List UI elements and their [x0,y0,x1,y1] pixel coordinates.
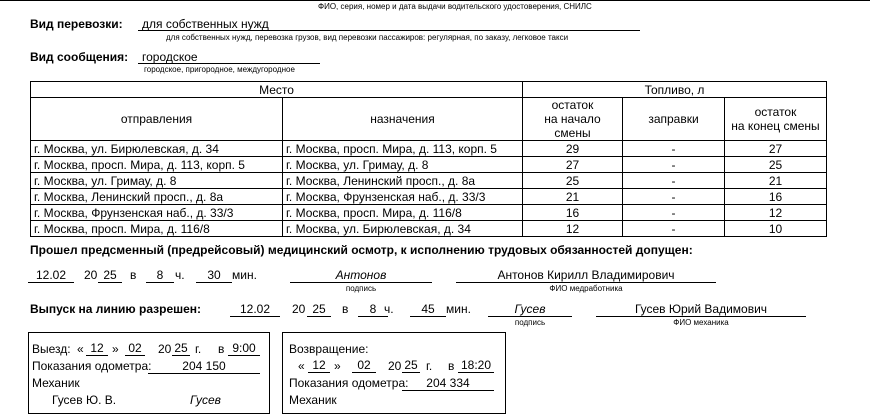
transport-line [138,30,640,31]
return-mechanic-label: Механик [289,393,337,407]
departure-time-line [228,355,260,356]
route-table [30,81,827,237]
cell-end: 25 [725,157,827,173]
cell-refuel: - [623,205,725,221]
cell-refuel: - [623,221,725,237]
cell-from: г. Москва, ул. Бирюлевская, д. 34 [31,141,283,157]
return-g: г. [426,359,433,373]
release-date-line [230,316,280,317]
cell-to: г. Москва, просп. Мира, д. 116/8 [283,205,523,221]
departure-label: Выезд: [32,342,71,356]
release-in: в [342,302,349,316]
medical-signature-caption: подпись [345,284,377,293]
departure-year: 25 [174,341,188,355]
departure-mechanic-name: Гусев Ю. В. [52,393,117,407]
release-signature-line [488,316,572,317]
release-signature-caption: подпись [514,318,546,327]
cell-end: 16 [725,189,827,205]
departure-month-line [125,355,145,356]
cell-from: г. Москва, просп. Мира, д. 116/8 [31,221,283,237]
medical-year-prefix: 20 [84,268,98,282]
return-year: 25 [404,358,418,372]
cell-to: г. Москва, Фрунзенская наб., д. 33/3 [283,189,523,205]
medical-hour-line [146,282,174,283]
connection-line [138,63,320,64]
cell-start: 12 [523,221,623,237]
medical-m-label: мин. [232,268,257,282]
connection-caption: городское, пригородное, междугородное [144,65,295,74]
medical-minute: 30 [207,268,221,282]
release-hour-line [358,316,388,317]
release-m-label: мин. [446,302,471,316]
cell-end: 27 [725,141,827,157]
release-minute-line [410,316,446,317]
return-time: 18:20 [460,358,492,372]
release-name: Гусев Юрий Вадимович [634,302,768,316]
return-time-line [458,372,494,373]
return-label: Возвращение: [289,342,369,356]
cell-refuel: - [623,189,725,205]
departure-q-open: « [77,342,84,356]
col-start-header: остаток на начало смены [523,98,623,141]
release-year-prefix: 20 [292,302,306,316]
table-row [31,189,827,205]
return-odometer: 204 334 [426,376,470,390]
cell-start: 29 [523,141,623,157]
departure-year-line [172,355,190,356]
col-from-header: отправления [31,98,283,141]
medical-minute-line [196,282,232,283]
cell-end: 21 [725,173,827,189]
table-row [31,173,827,189]
return-odometer-line [402,390,494,391]
col-refuel-header: заправки [623,98,725,141]
col-end-header: остаток на конец смены [725,98,827,141]
connection-value: городское [142,50,198,64]
driver-caption: ФИО, серия, номер и дата выдачи водительского удостоверения, СНИЛС [318,2,592,11]
return-month-line [352,372,376,373]
release-h-label: ч. [384,302,394,316]
cell-end: 10 [725,221,827,237]
release-signature: Гусев [514,302,546,316]
table-row [31,141,827,157]
departure-year-prefix: 20 [158,342,172,356]
departure-day: 12 [90,341,104,355]
departure-in: в [218,342,225,356]
transport-value: для собственных нужд [142,17,269,31]
medical-name-caption: ФИО медработника [549,284,623,293]
return-day: 12 [312,358,326,372]
release-date: 12.02 [239,302,271,316]
departure-day-line [86,355,108,356]
cell-from: г. Москва, ул. Гримау, д. 8 [31,173,283,189]
medical-year-line [98,282,122,283]
driver-line [0,0,870,1]
return-year-prefix: 20 [388,359,402,373]
transport-caption: для собственных нужд, перевозка грузов, вид перевозки пассажиров: регулярная, по заказу, легковое такси [166,33,569,42]
cell-to: г. Москва, просп. Мира, д. 113, корп. 5 [283,141,523,157]
departure-g: г. [195,342,202,356]
return-in: в [448,359,455,373]
cell-to: г. Москва, ул. Гримау, д. 8 [283,157,523,173]
medical-signature-line [290,282,432,283]
release-name-caption: ФИО механика [673,318,729,327]
departure-month: 02 [128,341,142,355]
release-year: 25 [312,302,326,316]
transport-label: Вид перевозки: [30,17,123,31]
cell-refuel: - [623,157,725,173]
return-month: 02 [357,358,371,372]
cell-refuel: - [623,141,725,157]
cell-start: 21 [523,189,623,205]
medical-date: 12.02 [35,268,67,282]
departure-mechanic-signature: Гусев [190,393,221,407]
departure-q-close: » [112,342,119,356]
cell-to: г. Москва, Ленинский просп., д. 8а [283,173,523,189]
return-day-line [308,372,330,373]
release-name-line [596,316,806,317]
cell-start: 16 [523,205,623,221]
medical-name-line [456,282,716,283]
medical-name: Антонов Кирилл Владимирович [497,268,675,282]
return-year-line [402,372,420,373]
return-q-open: « [298,359,305,373]
medical-heading: Прошел предсменный (предрейсовый) медицинский осмотр, к исполнению трудовых обязанностей допущен: [30,243,693,257]
cell-start: 27 [523,157,623,173]
release-label: Выпуск на линию разрешен: [30,302,202,316]
departure-mechanic-label: Механик [32,376,80,390]
release-hour: 8 [369,302,377,316]
cell-start: 25 [523,173,623,189]
cell-end: 12 [725,205,827,221]
table-row [31,205,827,221]
medical-h-label: ч. [175,268,185,282]
departure-odometer-label: Показания одометра: [32,359,152,373]
medical-hour: 8 [156,268,164,282]
release-year-line [307,316,331,317]
departure-odometer-line [148,373,260,374]
col-to-header: назначения [283,98,523,141]
cell-from: г. Москва, просп. Мира, д. 113, корп. 5 [31,157,283,173]
departure-odometer: 204 150 [182,359,226,373]
cell-from: г. Москва, Фрунзенская наб., д. 33/3 [31,205,283,221]
place-header: Место [31,82,523,98]
release-minute: 45 [421,302,435,316]
connection-label: Вид сообщения: [30,50,129,64]
cell-to: г. Москва, ул. Бирюлевская, д. 34 [283,221,523,237]
return-q-close: » [334,359,341,373]
fuel-header: Топливо, л [523,82,827,98]
medical-date-line [28,282,74,283]
medical-in: в [130,268,137,282]
departure-time: 9:00 [232,341,256,355]
return-odometer-label: Показания одометра: [289,376,409,390]
table-row [31,221,827,237]
table-row [31,157,827,173]
medical-year: 25 [103,268,117,282]
cell-refuel: - [623,173,725,189]
cell-from: г. Москва, Ленинский просп., д. 8а [31,189,283,205]
medical-signature: Антонов [335,268,387,282]
